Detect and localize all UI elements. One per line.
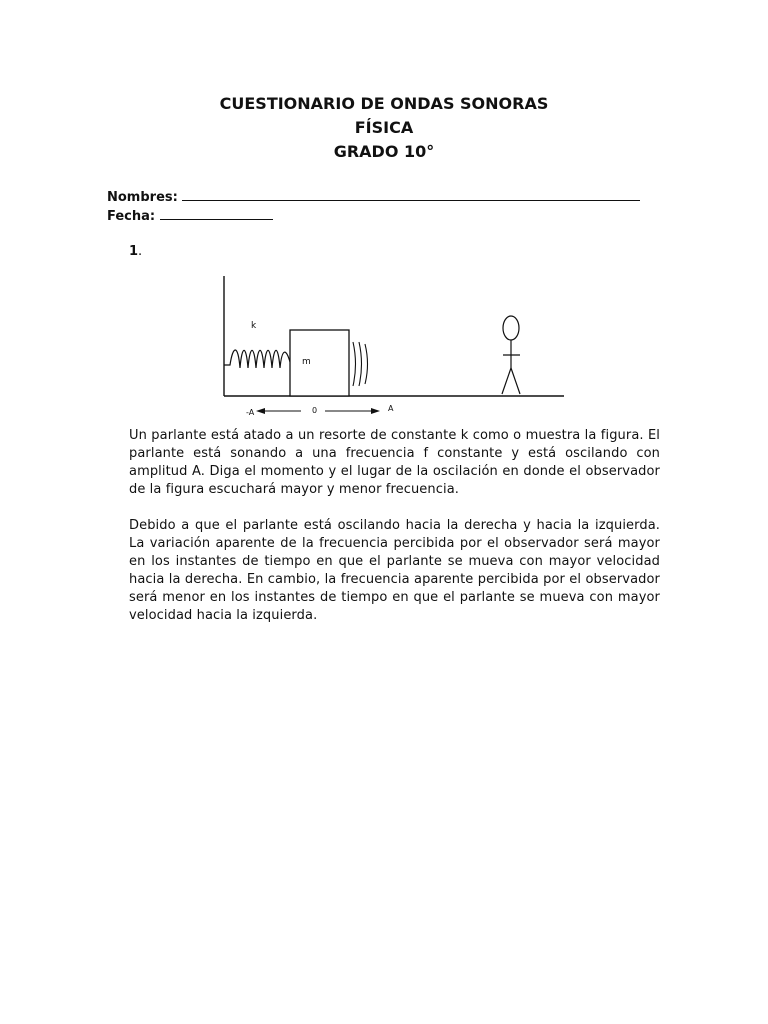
- question-answer: Debido a que el parlante está oscilando hacia la derecha y hacia la izquierda. La variación aparente de la frecuencia percibida por el observador será mayor en los instantes de tiempo en que el parlante se mueva con mayor velocidad hacia la derecha. En cambio, la frecuencia aparente percibida por el observador será menor en los instantes de tiempo en que el parlante se mueva con mayor velocidad hacia la izquierda.: [129, 518, 660, 623]
- title-line-1: CUESTIONARIO DE ONDAS SONORAS: [219, 94, 549, 113]
- question-number: 1.: [129, 244, 143, 259]
- spring-constant-label: k: [251, 321, 257, 331]
- sound-wave-icon: [353, 342, 356, 386]
- title-line-2: FÍSICA: [354, 118, 414, 137]
- names-field: [107, 188, 640, 207]
- center-label: 0: [312, 406, 318, 415]
- spring-speaker-figure: [200, 270, 580, 420]
- names-blank-line: [182, 188, 640, 201]
- names-label: Nombres:: [107, 190, 178, 205]
- sound-wave-icon: [359, 342, 362, 386]
- question-prompt: Un parlante está atado a un resorte de constante k como o muestra la figura. El parlante está sonando a una frecuencia f constante y está oscilando con amplitud A. Diga el momento y el lugar de la oscilación en donde el observador de la figura escuchará mayor y menor frecuencia.: [129, 428, 660, 497]
- sound-wave-icon: [365, 344, 368, 384]
- date-blank-line: [160, 207, 273, 220]
- spring-icon: [224, 350, 290, 368]
- mass-label: m: [302, 357, 311, 367]
- left-arrowhead-icon: [256, 408, 265, 414]
- right-arrowhead-icon: [371, 408, 380, 414]
- date-label: Fecha:: [107, 209, 156, 224]
- document-title: [0, 92, 768, 164]
- speaker-mass-block: [290, 330, 349, 396]
- amplitude-label: A: [388, 404, 394, 413]
- title-line-3: GRADO 10°: [333, 142, 435, 161]
- observer-stick-figure-icon: [502, 316, 520, 394]
- neg-amplitude-label: -A: [246, 408, 255, 417]
- figure-svg: [200, 270, 580, 420]
- date-field: [107, 207, 273, 226]
